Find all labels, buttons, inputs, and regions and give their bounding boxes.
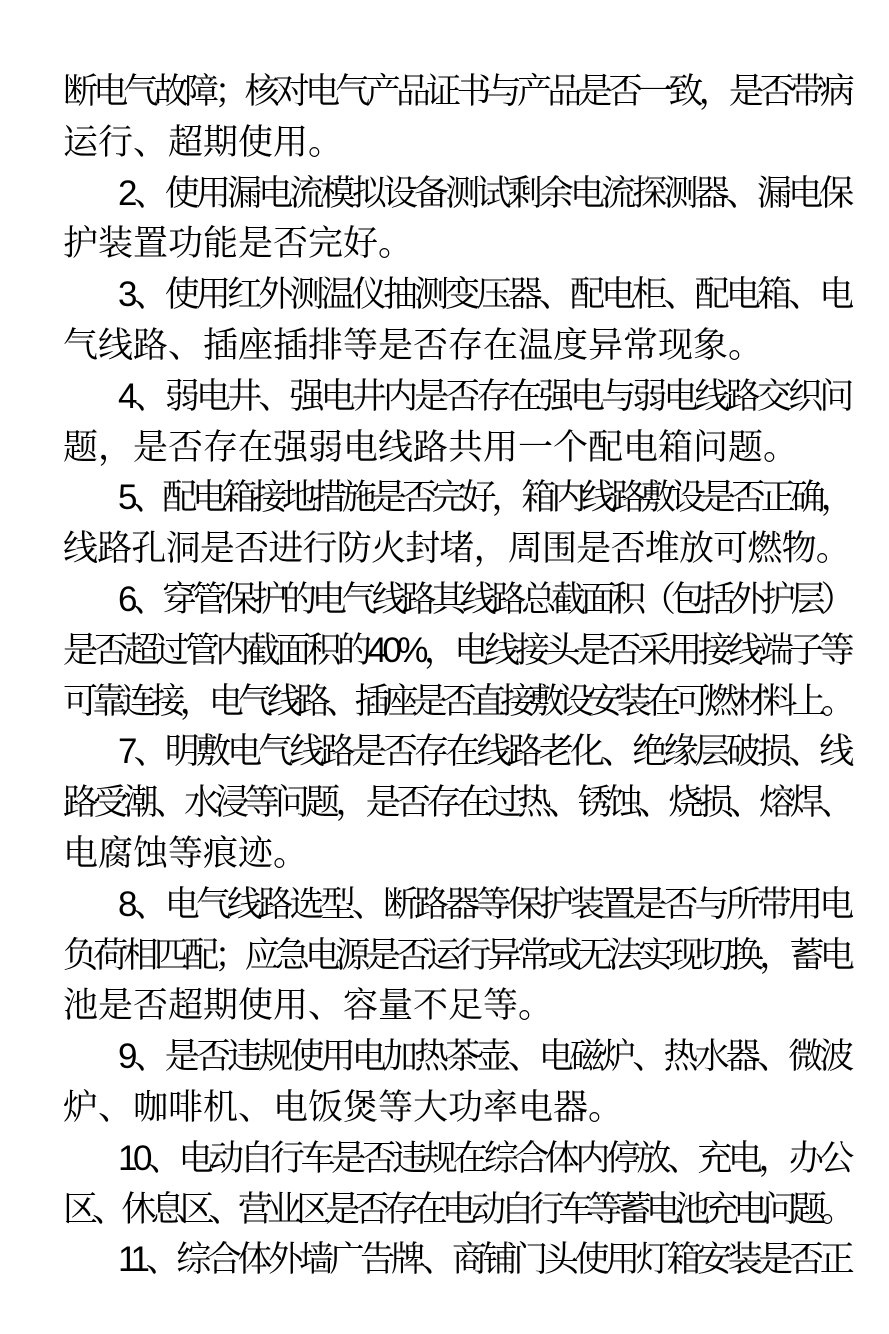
text-line: 断电气故障；核对电气产品证书与产品是否一致，是否带病 <box>63 72 851 111</box>
text-line: 3、使用红外测温仪抽测变压器、配电柜、配电箱、电 <box>118 275 851 315</box>
text-line: 路受潮、水浸等问题，是否存在过热、锈蚀、烧损、熔焊、 <box>63 783 851 823</box>
text-line: 题，是否存在强弱电线路共用一个配电箱问题。 <box>63 427 799 467</box>
text-line: 运行、超期使用。 <box>63 122 344 162</box>
text-line: 是否超过管内截面积的40%，电线接头是否采用接线端子等 <box>63 630 851 670</box>
text-line: 线路孔洞是否进行防火封堵，周围是否堆放可燃物。 <box>63 529 851 569</box>
text-line: 负荷相匹配；应急电源是否运行异常或无法实现切换，蓄电 <box>63 935 851 975</box>
text-line: 可靠连接，电气线路、插座是否直接敷设安装在可燃材料上。 <box>63 681 851 721</box>
page-text <box>63 67 850 1286</box>
text-line: 7、明敷电气线路是否存在线路老化、绝缘层破损、线 <box>118 732 851 772</box>
text-line: 池是否超期使用、容量不足等。 <box>63 986 554 1026</box>
text-line: 11、综合体外墙广告牌、商铺门头使用灯箱安装是否正 <box>118 1240 851 1280</box>
text-line: 炉、咖啡机、电饭煲等大功率电器。 <box>63 1087 624 1127</box>
text-line: 气线路、插座插排等是否存在温度异常现象。 <box>63 325 764 365</box>
text-line: 8、电气线路选型、断路器等保护装置是否与所带用电 <box>118 884 851 924</box>
text-line: 9、是否违规使用电加热茶壶、电磁炉、热水器、微波 <box>118 1037 851 1077</box>
text-line: 区、休息区、营业区是否存在电动自行车等蓄电池充电问题。 <box>63 1189 851 1229</box>
text-line: 护装置功能是否完好。 <box>63 224 414 264</box>
text-line: 10、电动自行车是否违规在综合体内停放、充电，办公 <box>118 1138 850 1178</box>
text-line: 6、穿管保护的电气线路其线路总截面积（包括外护层） <box>118 579 851 619</box>
text-line: 2、使用漏电流模拟设备测试剩余电流探测器、漏电保 <box>118 173 851 213</box>
text-line: 5、配电箱接地措施是否完好，箱内线路敷设是否正确， <box>118 478 851 518</box>
text-line: 电腐蚀等痕迹。 <box>63 833 309 873</box>
text-line: 4、弱电井、强电井内是否存在强电与弱电线路交织问 <box>118 376 851 416</box>
